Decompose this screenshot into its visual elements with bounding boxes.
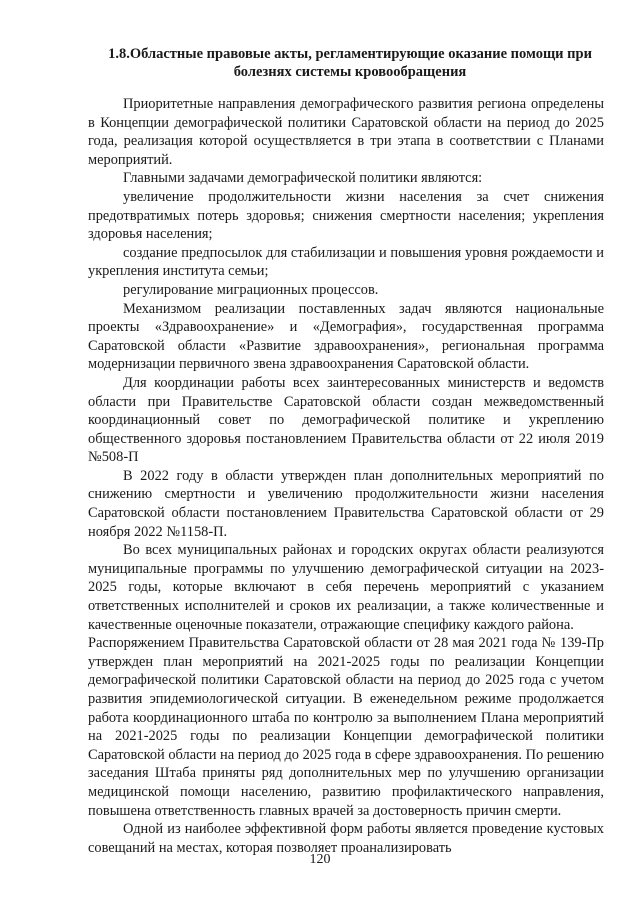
paragraph: Во всех муниципальных районах и городских округах области реализуются муниципальные программы по улучшению демографической ситуации на 2023-2025 годы, которые включают в себя перечень мероприятий с указанием ответственных исполнителей и сроков их реализации, а также количественные и качественные оценочные показатели, отражающие специфику каждого района. [88, 542, 604, 633]
paragraph: увеличение продолжительности жизни населения за счет снижения предотвратимых потерь здоровья; снижения смертности населения; укрепления здоровья населения; [88, 188, 604, 243]
paragraph: Одной из наиболее эффективной форм работы является проведение кустовых совещаний на местах, которая позволяет проанализировать [88, 821, 604, 856]
paragraph: Приоритетные направления демографического развития региона определены в Концепции демографической политики Саратовской области на период до 2025 года, реализация которой осуществляется в три этапа в соответствии с Планами мероприятий. [88, 96, 604, 168]
paragraph: Для координации работы всех заинтересованных министерств и ведомств области при Правительстве Саратовской области создан межведомственный координационный совет по демографической политике и укреплению общественного здоровья постановлением Правительства области от 22 июля 2019 №508-П [88, 374, 604, 466]
paragraph: В 2022 году в области утвержден план дополнительных мероприятий по снижению смертности и увеличению продолжительности жизни населения Саратовской области постановлением Правительства Саратовской области от 29 ноября 2022 №1158-П. [88, 467, 604, 540]
paragraph: регулирование миграционных процессов. [123, 281, 379, 298]
paragraph: Главными задачами демографической политики являются: [123, 170, 483, 187]
section-heading: 1.8.Областные правовые акты, регламентирующие оказание помощи при болезнях системы кровообращения [108, 46, 592, 80]
document-body [88, 95, 604, 857]
page-number: 120 [309, 852, 331, 867]
paragraph: Распоряжением Правительства Саратовской области от 28 мая 2021 года № 139-Пр утвержден план мероприятий на 2021-2025 годы по реализации Концепции демографической политики Саратовской области на период до 2025 года с учетом развития эпидемиологической ситуации. В еженедельном режиме продолжается работа координационного штаба по контролю за выполнением Плана мероприятий на 2021-2025 годы по реализации Концепции демографической политики Саратовской области на период до 2025 года в сфере здравоохранения. По решению заседания Штаба приняты ряд дополнительных мер по улучшению организации медицинской помощи населению, развитию профилактического направления, повышена ответственность главных врачей за достоверность причин смерти. [88, 635, 604, 819]
paragraph: Механизмом реализации поставленных задач являются национальные проекты «Здравоохранение» и «Демография», государственная программа Саратовской области «Развитие здравоохранения», региональная программа модернизации первичного звена здравоохранения Саратовской области. [88, 300, 604, 373]
paragraph: создание предпосылок для стабилизации и повышения уровня рождаемости и укрепления института семьи; [88, 244, 604, 280]
